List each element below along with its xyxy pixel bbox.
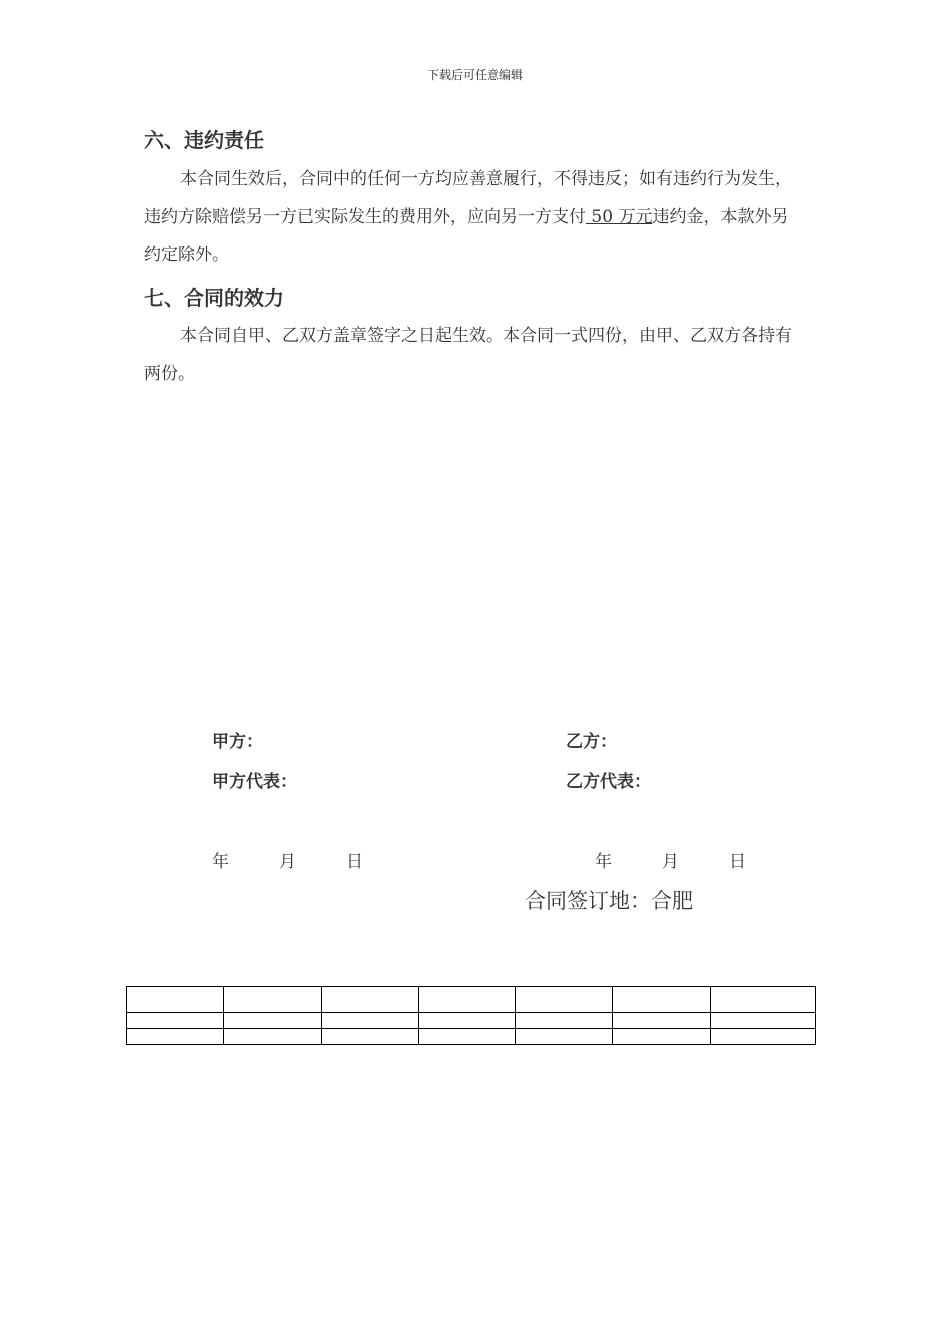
table-cell xyxy=(613,987,710,1013)
date-month: 月 xyxy=(279,852,296,872)
table-cell xyxy=(321,987,418,1013)
empty-grid-table xyxy=(126,986,816,1045)
table-cell xyxy=(613,1013,710,1029)
date-year: 年 xyxy=(212,852,229,872)
party-b-label: 乙方： xyxy=(566,732,617,752)
date-day: 日 xyxy=(346,852,363,872)
table-cell xyxy=(418,1029,515,1045)
table-cell xyxy=(516,1013,613,1029)
party-a-label: 甲方： xyxy=(212,732,263,752)
table-cell xyxy=(418,1013,515,1029)
table-cell xyxy=(224,987,321,1013)
section-7-text: 本合同自甲、乙双方盖章签字之日起生效。本合同一式四份，由甲、乙双方各持有两份。 xyxy=(144,326,792,384)
section-6-body xyxy=(144,160,804,274)
table-cell xyxy=(710,1013,815,1029)
table-cell xyxy=(224,1029,321,1045)
page-header-note: 下载后可任意编辑 xyxy=(426,68,523,82)
table-cell xyxy=(127,1029,224,1045)
section-7-title: 七、合同的效力 xyxy=(144,286,284,310)
signing-place: 合同签订地：合肥 xyxy=(525,889,693,913)
table-cell xyxy=(613,1029,710,1045)
table-cell xyxy=(710,987,815,1013)
date-day: 日 xyxy=(729,852,746,872)
table-cell xyxy=(710,1029,815,1045)
table-row xyxy=(127,1013,816,1029)
table-row xyxy=(127,1029,816,1045)
date-left xyxy=(212,847,413,872)
party-a-rep-label: 甲方代表： xyxy=(212,772,297,792)
table-cell xyxy=(127,987,224,1013)
table-row xyxy=(127,987,816,1013)
date-month: 月 xyxy=(662,852,679,872)
penalty-amount: 50 万元 xyxy=(586,207,653,227)
table-cell xyxy=(516,1029,613,1045)
table-cell xyxy=(321,1013,418,1029)
section-6-title: 六、违约责任 xyxy=(144,128,264,152)
date-right xyxy=(595,847,796,872)
section-6-text-part1: 本合同生效后，合同中的任何一方均应善意履行，不得违反；如有违约行为发生，违约方除赔偿另一方已实际发生的费用外，应向另一方支付 xyxy=(144,169,792,227)
table-cell xyxy=(516,987,613,1013)
table-cell xyxy=(418,987,515,1013)
section-6-text-part2: 违约金，本款外另约定除外。 xyxy=(144,207,789,265)
table-cell xyxy=(321,1029,418,1045)
table-cell xyxy=(127,1013,224,1029)
table-cell xyxy=(224,1013,321,1029)
party-b-rep-label: 乙方代表： xyxy=(566,772,651,792)
section-7-body xyxy=(144,317,804,393)
date-year: 年 xyxy=(595,852,612,872)
